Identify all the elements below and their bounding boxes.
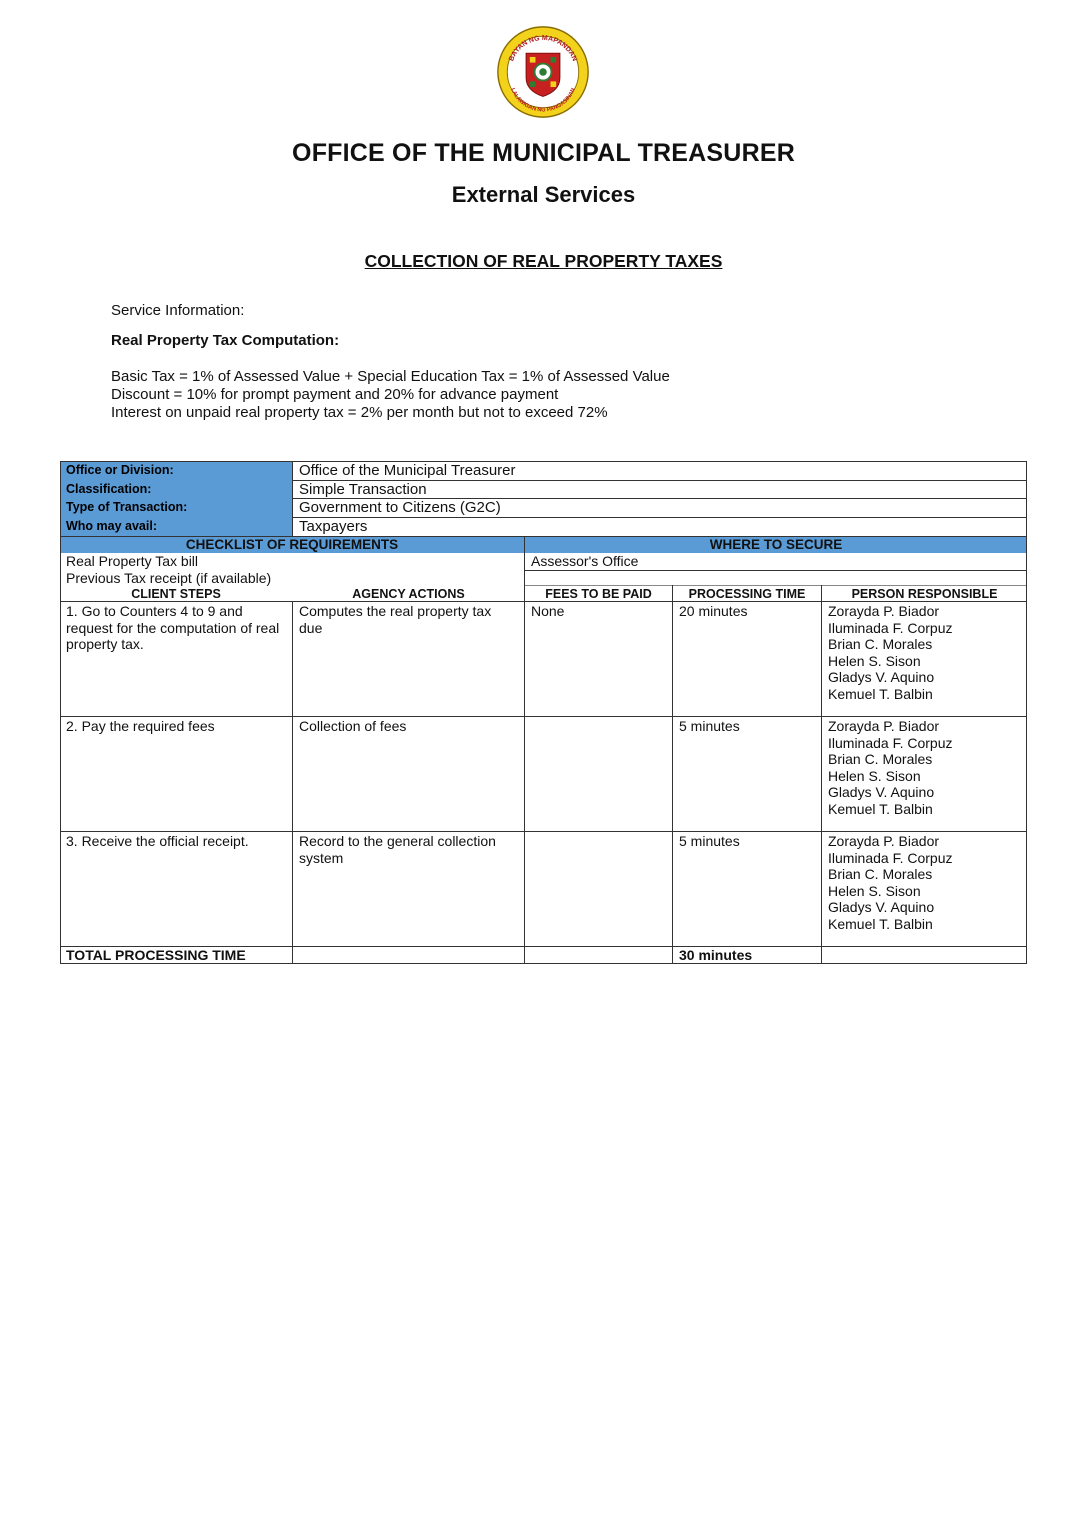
col-client-steps: CLIENT STEPS	[131, 587, 221, 601]
computation-heading: Real Property Tax Computation:	[111, 332, 340, 349]
step-1-fees: None	[531, 603, 565, 619]
page-subtitle: External Services	[451, 182, 636, 207]
table-rule	[60, 461, 1027, 462]
table-rule	[60, 536, 1027, 537]
step-1-time: 20 minutes	[679, 603, 748, 619]
table-rule	[524, 585, 1027, 586]
table-rule	[60, 831, 1027, 832]
total-label: TOTAL PROCESSING TIME	[66, 947, 246, 963]
step-3-persons: Zorayda P. Biador Iluminada F. Corpuz Brian C. Morales Helen S. Sison Gladys V. Aquino Kemuel T. Balbin	[828, 833, 953, 932]
page-title: OFFICE OF THE MUNICIPAL TREASURER	[292, 139, 795, 167]
checklist-header: CHECKLIST OF REQUIREMENTS	[185, 537, 399, 552]
service-information-label: Service Information:	[111, 302, 245, 319]
table-rule	[292, 480, 1027, 481]
table-rule	[60, 716, 1027, 717]
step-2-agency: Collection of fees	[299, 718, 407, 734]
type-label: Type of Transaction:	[60, 498, 292, 517]
col-person-responsible: PERSON RESPONSIBLE	[851, 587, 998, 601]
office-value: Office of the Municipal Treasurer	[299, 462, 516, 479]
table-rule	[672, 585, 673, 964]
table-rule	[60, 461, 61, 964]
col-processing-time: PROCESSING TIME	[688, 587, 806, 601]
table-rule	[292, 498, 1027, 499]
col-agency-actions: AGENCY ACTIONS	[352, 587, 465, 601]
formula-line: Basic Tax = 1% of Assessed Value + Special Education Tax = 1% of Assessed Value	[111, 368, 670, 385]
classification-label: Classification:	[60, 480, 292, 498]
formula-line: Discount = 10% for prompt payment and 20% for advance payment	[111, 386, 559, 403]
table-rule	[292, 601, 293, 964]
office-label: Office or Division:	[60, 461, 292, 480]
requirement-item: Real Property Tax bill	[66, 553, 199, 569]
classification-value: Simple Transaction	[299, 481, 427, 498]
computation-formulas	[111, 368, 670, 422]
step-3-time: 5 minutes	[679, 833, 740, 849]
table-rule	[524, 570, 1027, 571]
col-fees: FEES TO BE PAID	[545, 587, 652, 601]
table-rule	[60, 601, 1027, 602]
table-rule	[292, 517, 1027, 518]
step-1-client: 1. Go to Counters 4 to 9 and request for the computation of real property tax.	[66, 603, 280, 652]
step-1-persons: Zorayda P. Biador Iluminada F. Corpuz Brian C. Morales Helen S. Sison Gladys V. Aquino Kemuel T. Balbin	[828, 603, 953, 702]
total-value: 30 minutes	[679, 947, 753, 963]
who-may-avail-label: Who may avail:	[60, 517, 292, 536]
table-rule	[60, 946, 1027, 947]
requirement-item: Previous Tax receipt (if available)	[66, 570, 272, 586]
service-title: COLLECTION OF REAL PROPERTY TAXES	[364, 251, 723, 271]
municipal-seal-logo	[496, 25, 590, 119]
step-3-agency: Record to the general collection system	[299, 833, 496, 866]
step-2-persons: Zorayda P. Biador Iluminada F. Corpuz Brian C. Morales Helen S. Sison Gladys V. Aquino Kemuel T. Balbin	[828, 718, 953, 817]
svg-text:LALAWIGAN NG PANGASINAN: LALAWIGAN NG PANGASINAN	[509, 87, 577, 114]
where-to-secure-header: WHERE TO SECURE	[709, 537, 843, 552]
table-rule	[524, 536, 525, 964]
svg-text:BAYAN NG MAPANDAN: BAYAN NG MAPANDAN	[508, 34, 578, 63]
where-to-secure-value: Assessor's Office	[531, 553, 639, 569]
step-3-client: 3. Receive the official receipt.	[66, 833, 249, 849]
step-2-time: 5 minutes	[679, 718, 740, 734]
citizen-charter-table	[60, 461, 1027, 964]
table-rule	[1026, 461, 1027, 964]
table-rule	[821, 585, 822, 964]
step-1-agency: Computes the real property tax due	[299, 603, 492, 636]
type-value: Government to Citizens (G2C)	[299, 499, 501, 516]
formula-line: Interest on unpaid real property tax = 2% per month but not to exceed 72%	[111, 404, 608, 421]
table-rule	[60, 963, 1027, 964]
who-may-avail-value: Taxpayers	[299, 518, 368, 535]
table-rule	[292, 461, 293, 536]
step-2-client: 2. Pay the required fees	[66, 718, 215, 734]
